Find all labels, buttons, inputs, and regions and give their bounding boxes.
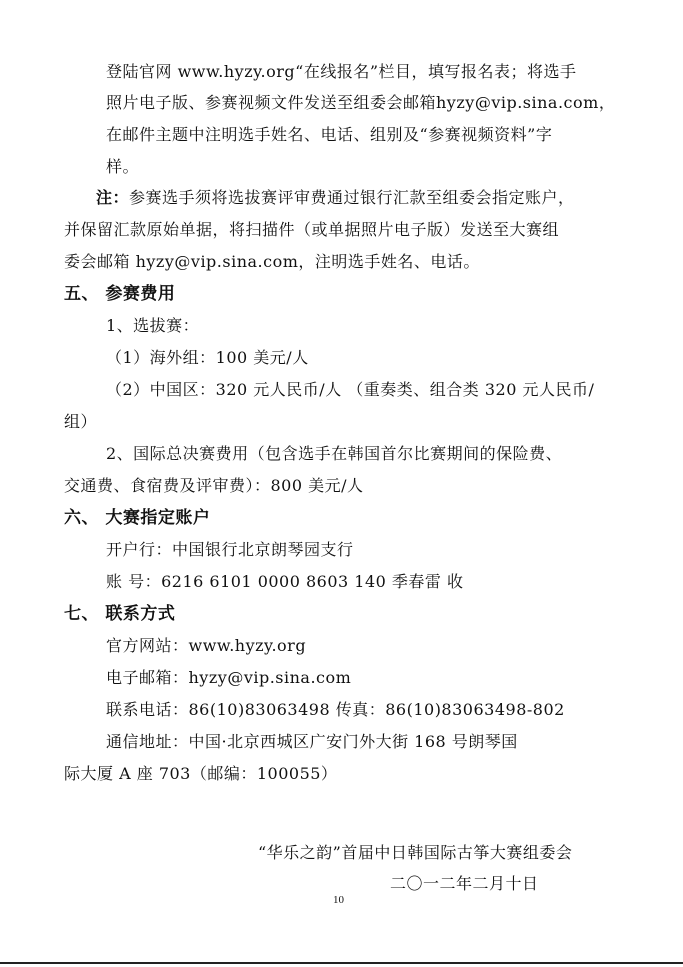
fee-item: （2）中国区：320 元人民币/人 （重奏类、组合类 320 元人民币/ [106,380,595,399]
contact-phone: 联系电话：86(10)83063498 传真：86(10)83063498-802 [106,700,565,719]
note-line: 委会邮箱 hyzy@vip.sina.com，注明选手姓名、电话。 [64,252,480,271]
page-number: 10 [333,894,344,906]
section-heading-fees: 五、 参赛费用 [64,284,176,304]
paragraph-line: 样。 [106,157,140,176]
fee-item: （1）海外组：100 美元/人 [106,348,309,367]
fee-item: 组） [64,412,98,431]
paragraph-line: 在邮件主题中注明选手姓名、电话、组别及“参赛视频资料”字 [106,125,553,144]
fee-item: 2、国际总决赛费用（包含选手在韩国首尔比赛期间的保险费、 [106,444,563,463]
note-line: 并保留汇款原始单据，将扫描件（或单据照片电子版）发送至大赛组 [64,220,560,239]
paragraph-line: 登陆官网 www.hyzy.org“在线报名”栏目，填写报名表；将选手 [106,62,577,81]
account-number: 账 号：6216 6101 0000 8603 140 季春雷 收 [106,572,464,591]
note-text: 参赛选手须将选拔赛评审费通过银行汇款至组委会指定账户， [129,188,575,207]
fee-item: 交通费、食宿费及评审费）：800 美元/人 [64,476,364,495]
note-line [96,188,575,208]
signature-organizer: “华乐之韵”首届中日韩国际古筝大赛组委会 [258,843,573,862]
contact-address: 际大厦 A 座 703（邮编：100055） [64,764,338,783]
contact-address: 通信地址：中国·北京西城区广安门外大街 168 号朗琴国 [106,732,518,751]
note-label: 注： [96,188,130,207]
section-heading-contact: 七、 联系方式 [64,604,176,624]
signature-date: 二〇一二年二月十日 [390,874,539,893]
section-heading-account: 六、 大赛指定账户 [64,508,211,528]
contact-website: 官方网站：www.hyzy.org [106,636,307,655]
bank-name: 开户行：中国银行北京朗琴园支行 [106,540,354,559]
paragraph-line: 照片电子版、参赛视频文件发送至组委会邮箱hyzy@vip.sina.com， [106,93,616,112]
fee-item: 1、选拔赛： [106,316,200,335]
contact-email: 电子邮箱：hyzy@vip.sina.com [106,668,352,687]
bottom-rule [0,962,683,964]
